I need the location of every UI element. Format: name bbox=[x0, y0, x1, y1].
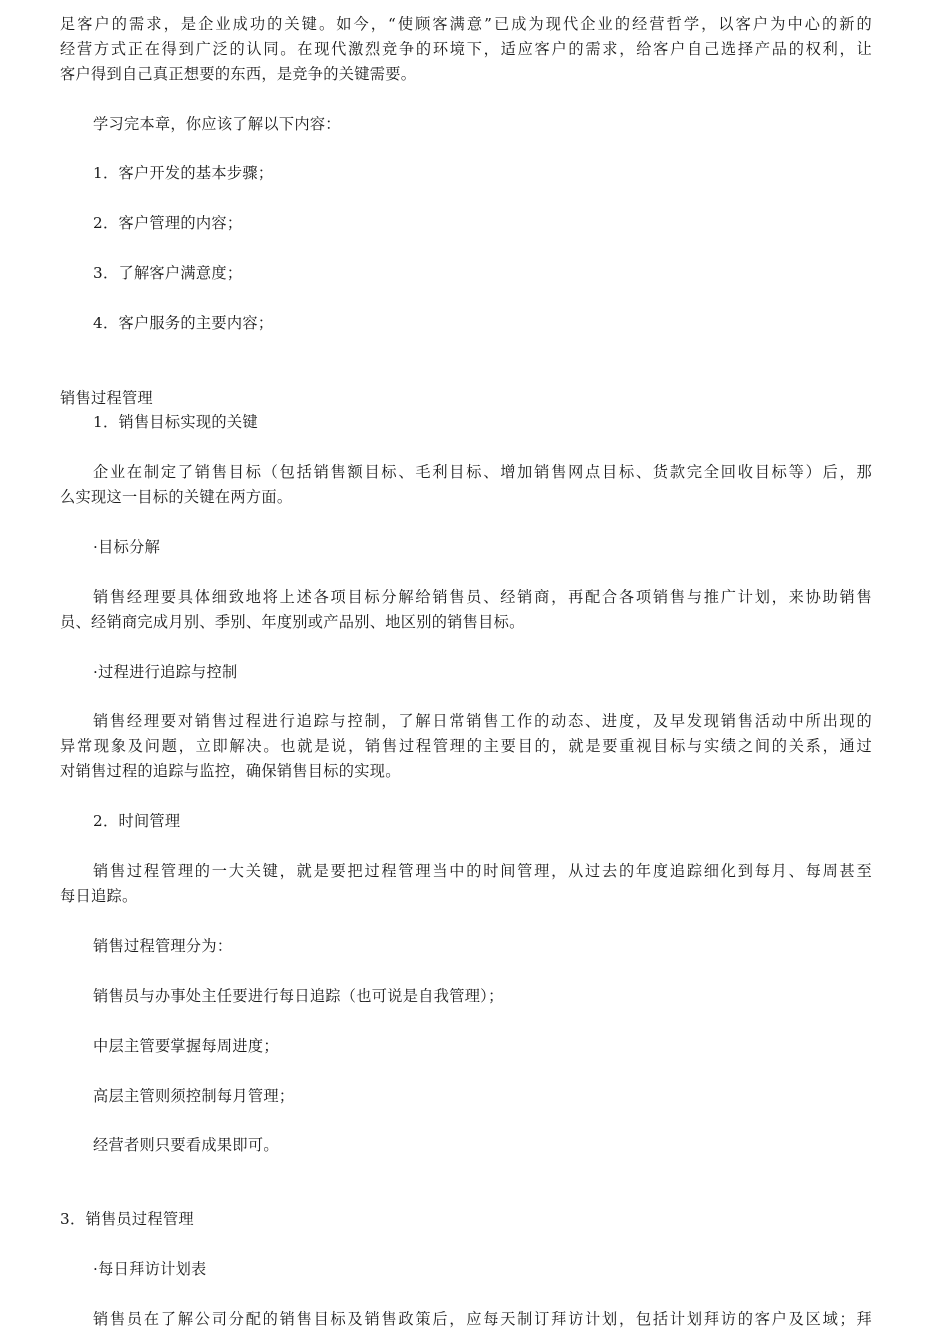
objectives-lead: 学习完本章，你应该了解以下内容： bbox=[93, 115, 341, 133]
objective-item-3: 3．了解客户满意度； bbox=[93, 264, 243, 282]
section-title: 销售过程管理 bbox=[60, 389, 153, 407]
objective-item-4: 4．客户服务的主要内容； bbox=[93, 314, 274, 332]
s1-bullet-2: ·过程进行追踪与控制 bbox=[93, 663, 238, 681]
objective-item-2: 2．客户管理的内容； bbox=[93, 214, 243, 232]
s1-para3-line-1: 销售经理要对销售过程进行追踪与控制，了解日常销售工作的动态、进度，及早发现销售活动中所出现的 bbox=[93, 712, 872, 730]
intro-line-1: 足客户的需求，是企业成功的关键。如今，“使顾客满意”已成为现代企业的经营哲学，以客户为中心的新的 bbox=[60, 15, 872, 33]
intro-line-3: 客户得到自己真正想要的东西，是竞争的关键需要。 bbox=[60, 65, 417, 83]
s3-para1-line-1: 销售员在了解公司分配的销售目标及销售政策后，应每天制订拜访计划，包括计划拜访的客户及区域；拜 bbox=[93, 1310, 872, 1328]
objective-item-1: 1．客户开发的基本步骤； bbox=[93, 164, 274, 182]
s1-para2-line-1: 销售经理要具体细致地将上述各项目标分解给销售员、经销商，再配合各项销售与推广计划，来协助销售 bbox=[93, 588, 872, 606]
intro-line-2: 经营方式正在得到广泛的认同。在现代激烈竞争的环境下，适应客户的需求，给客户自己选择产品的权利，让 bbox=[60, 40, 872, 58]
subsection-2-heading: 2．时间管理 bbox=[93, 812, 181, 830]
s2-lead: 销售过程管理分为： bbox=[93, 937, 233, 955]
s2-para1-line-2: 每日追踪。 bbox=[60, 887, 138, 905]
subsection-1-heading: 1．销售目标实现的关键 bbox=[93, 413, 258, 431]
s1-para3-line-2: 异常现象及问题，立即解决。也就是说，销售过程管理的主要目的，就是要重视目标与实绩之间的关系，通过 bbox=[60, 737, 872, 755]
s1-para1-line-1: 企业在制定了销售目标（包括销售额目标、毛利目标、增加销售网点目标、货款完全回收目标等）后，那 bbox=[93, 463, 872, 481]
subsection-3-heading: 3．销售员过程管理 bbox=[60, 1210, 194, 1228]
s2-item-4: 经营者则只要看成果即可。 bbox=[93, 1136, 279, 1154]
s1-para3-line-3: 对销售过程的追踪与监控，确保销售目标的实现。 bbox=[60, 762, 401, 780]
s2-item-1: 销售员与办事处主任要进行每日追踪（也可说是自我管理）； bbox=[93, 987, 504, 1005]
s1-bullet-1: ·目标分解 bbox=[93, 538, 161, 556]
s2-item-3: 高层主管则须控制每月管理； bbox=[93, 1087, 295, 1105]
s2-para1-line-1: 销售过程管理的一大关键，就是要把过程管理当中的时间管理，从过去的年度追踪细化到每月、每周甚至 bbox=[93, 862, 872, 880]
s2-item-2: 中层主管要掌握每周进度； bbox=[93, 1037, 279, 1055]
s1-para2-line-2: 员、经销商完成月别、季别、年度别或产品别、地区别的销售目标。 bbox=[60, 613, 525, 631]
s3-bullet-1: ·每日拜访计划表 bbox=[93, 1260, 207, 1278]
s1-para1-line-2: 么实现这一目标的关键在两方面。 bbox=[60, 488, 293, 506]
